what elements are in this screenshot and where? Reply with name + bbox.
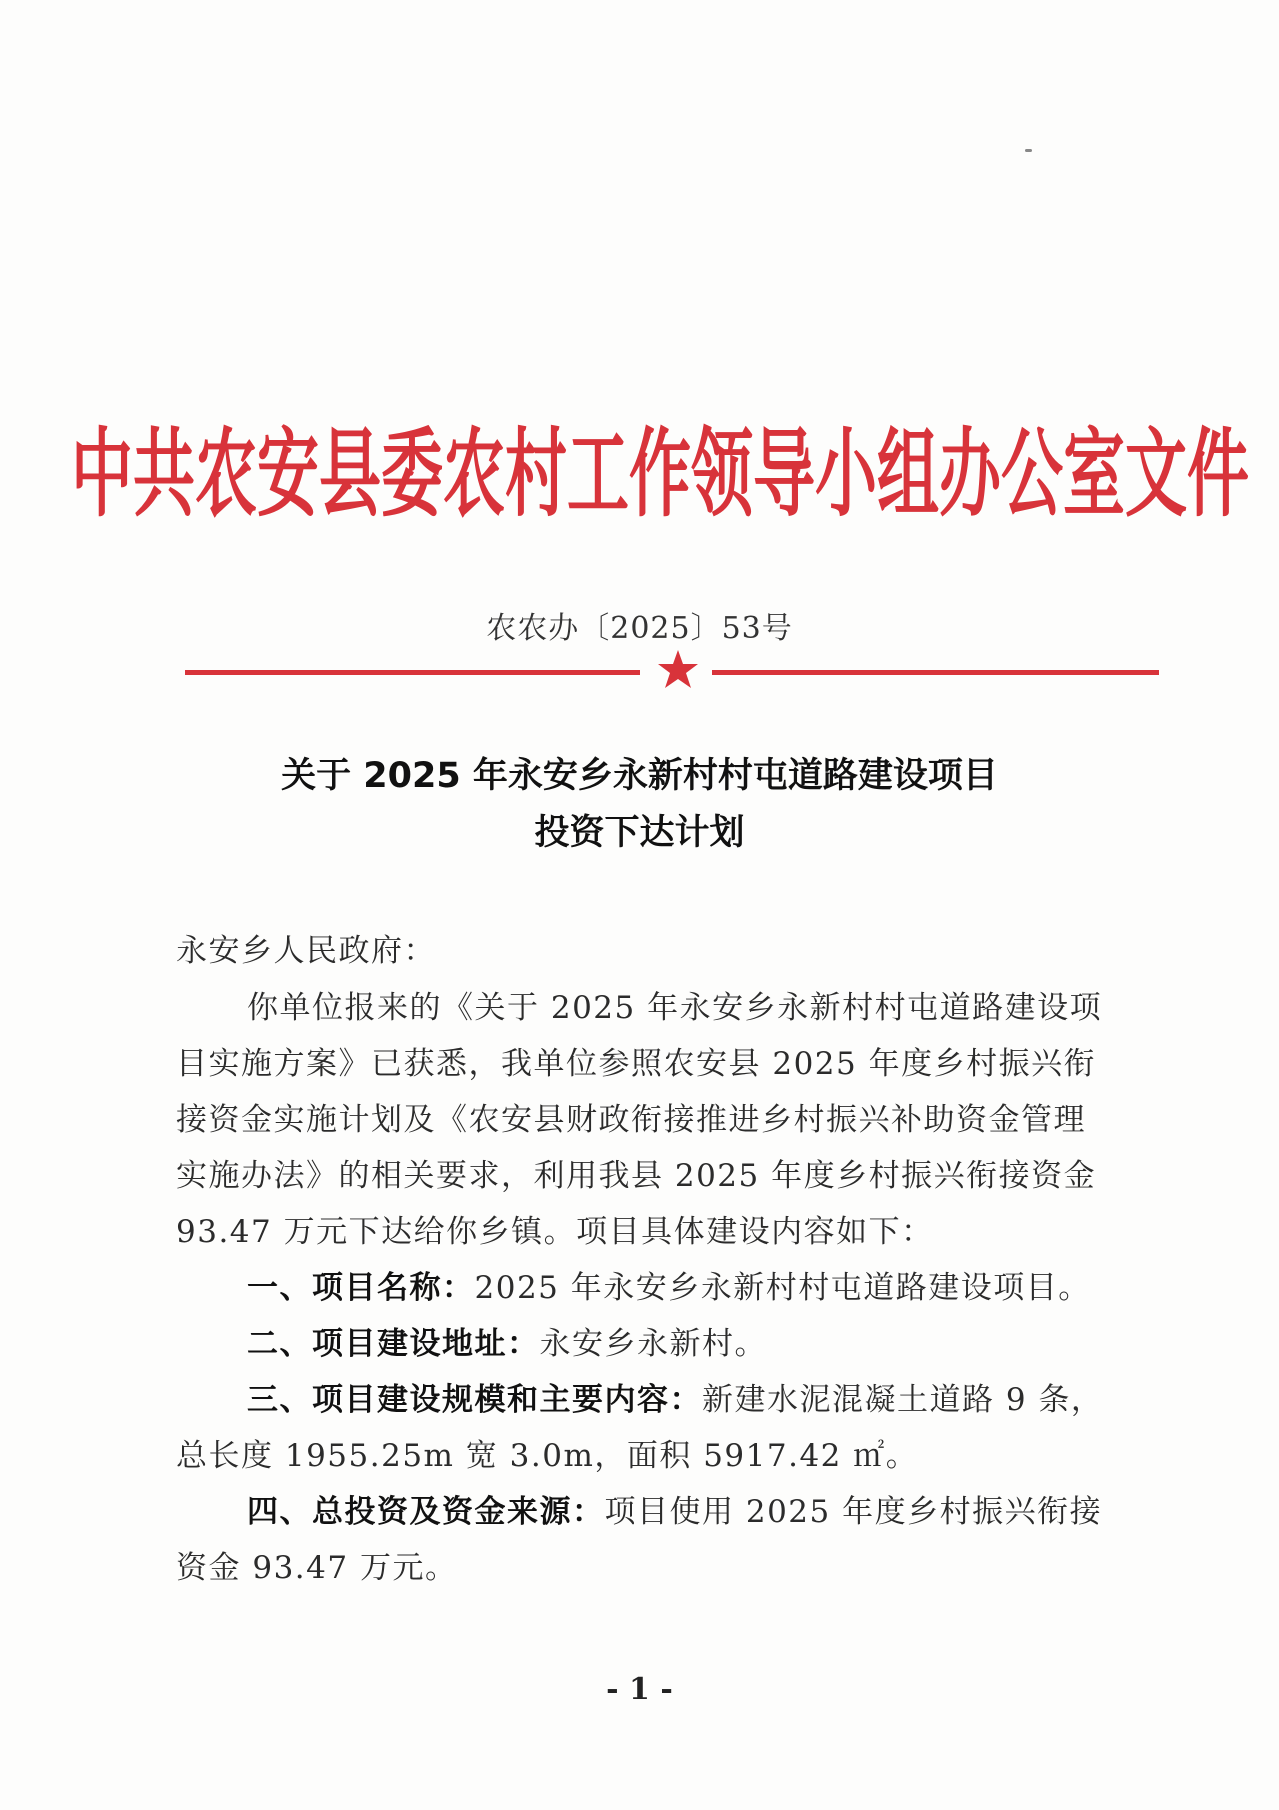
item-label: 三、项目建设规模和主要内容： bbox=[247, 1382, 702, 1418]
item-investment bbox=[247, 1486, 1102, 1531]
item-value: 2025 年永安乡永新村村屯道路建设项目。 bbox=[474, 1270, 1091, 1306]
red-star-icon bbox=[656, 648, 700, 692]
item-value: 新建水泥混凝土道路 9 条， bbox=[702, 1382, 1104, 1418]
item-label: 一、项目名称： bbox=[247, 1270, 475, 1306]
addressee: 永安乡人民政府： bbox=[176, 933, 436, 969]
item-value: 永安乡永新村。 bbox=[539, 1326, 767, 1362]
issuing-authority-header: 中共农安县委农村工作领导小组办公室文件 bbox=[71, 416, 1250, 530]
page-number: - 1 - bbox=[606, 1672, 673, 1707]
paragraph-line: 目实施方案》已获悉，我单位参照农安县 2025 年度乡村振兴衔 bbox=[176, 1046, 1097, 1082]
red-divider-left bbox=[185, 670, 640, 675]
paragraph-line: 接资金实施计划及《农安县财政衔接推进乡村振兴补助资金管理 bbox=[176, 1102, 1086, 1138]
item-project-scale bbox=[247, 1374, 1103, 1419]
document-title-line-1: 关于 2025 年永安乡永新村村屯道路建设项目 bbox=[281, 756, 998, 796]
item-project-address bbox=[247, 1318, 767, 1363]
paragraph-line: 你单位报来的《关于 2025 年永安乡永新村村屯道路建设项 bbox=[247, 990, 1103, 1026]
item-label: 二、项目建设地址： bbox=[247, 1326, 540, 1362]
scan-speck bbox=[1025, 149, 1032, 152]
paragraph-line: 总长度 1955.25m 宽 3.0m，面积 5917.42 ㎡。 bbox=[176, 1438, 919, 1474]
item-project-name bbox=[247, 1262, 1091, 1307]
red-divider-right bbox=[712, 670, 1159, 675]
paragraph-line: 93.47 万元下达给你乡镇。项目具体建设内容如下： bbox=[176, 1214, 934, 1250]
document-number: 农农办〔2025〕53号 bbox=[486, 611, 793, 646]
item-label: 四、总投资及资金来源： bbox=[247, 1494, 605, 1530]
paragraph-line: 实施办法》的相关要求，利用我县 2025 年度乡村振兴衔接资金 bbox=[176, 1158, 1097, 1194]
item-value: 项目使用 2025 年度乡村振兴衔接 bbox=[604, 1494, 1103, 1530]
document-title-line-2: 投资下达计划 bbox=[534, 813, 745, 853]
paragraph-line: 资金 93.47 万元。 bbox=[176, 1550, 458, 1586]
